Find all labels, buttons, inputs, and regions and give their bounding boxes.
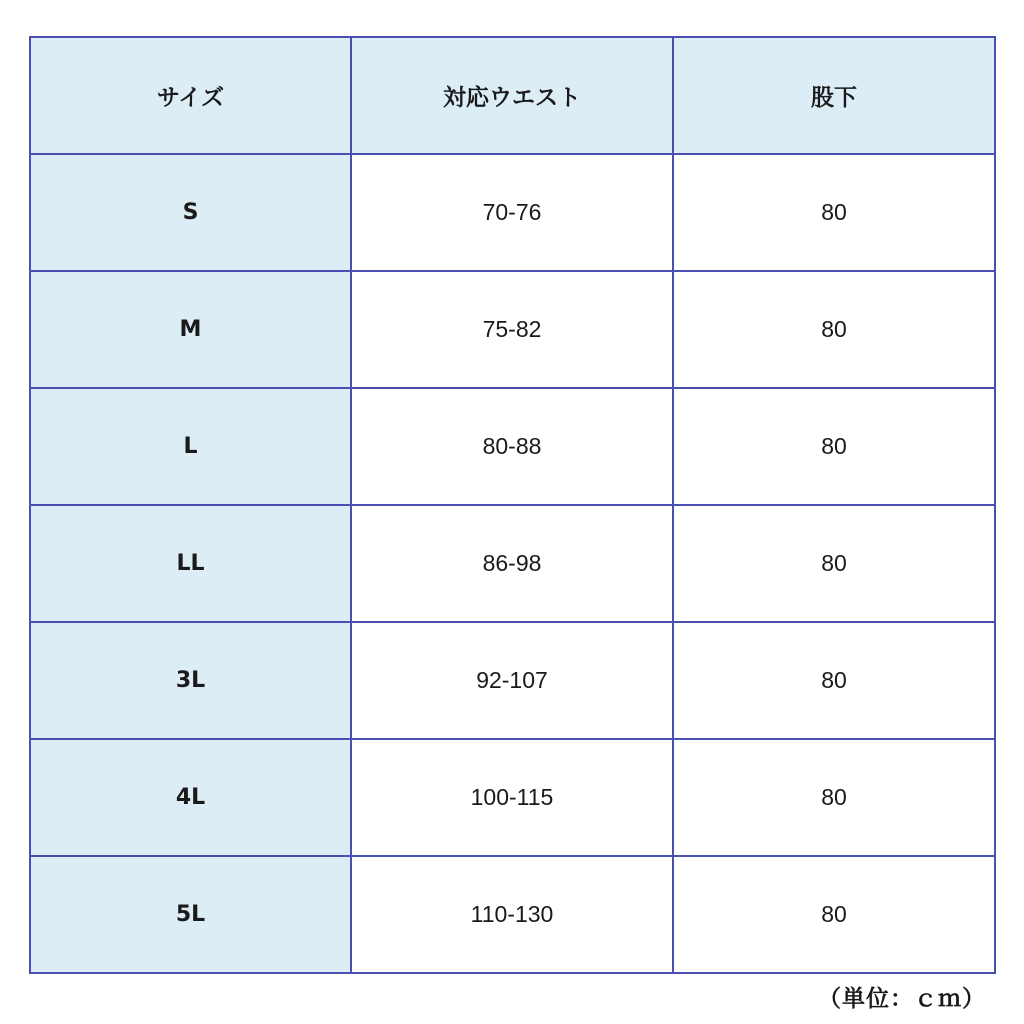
waist-cell: 70-76 (351, 154, 673, 271)
unit-note: （単位：ｃｍ） (818, 986, 986, 1012)
size-cell: 3L (30, 622, 351, 739)
size-cell: S (30, 154, 351, 271)
waist-cell: 80-88 (351, 388, 673, 505)
header-inseam: 股下 (673, 37, 995, 154)
size-table (29, 36, 996, 974)
table-row (30, 505, 995, 622)
inseam-cell: 80 (673, 739, 995, 856)
header-waist: 対応ウエスト (351, 37, 673, 154)
waist-cell: 86-98 (351, 505, 673, 622)
inseam-cell: 80 (673, 154, 995, 271)
header-row (30, 37, 995, 154)
table-row (30, 154, 995, 271)
table-row (30, 622, 995, 739)
inseam-cell: 80 (673, 505, 995, 622)
size-cell: M (30, 271, 351, 388)
table-row (30, 271, 995, 388)
inseam-cell: 80 (673, 271, 995, 388)
table-row (30, 388, 995, 505)
waist-cell: 110-130 (351, 856, 673, 973)
inseam-cell: 80 (673, 388, 995, 505)
waist-cell: 75-82 (351, 271, 673, 388)
waist-cell: 92-107 (351, 622, 673, 739)
inseam-cell: 80 (673, 622, 995, 739)
table-row (30, 856, 995, 973)
inseam-cell: 80 (673, 856, 995, 973)
header-size: サイズ (30, 37, 351, 154)
size-cell: LL (30, 505, 351, 622)
size-cell: L (30, 388, 351, 505)
table-row (30, 739, 995, 856)
waist-cell: 100-115 (351, 739, 673, 856)
size-cell: 4L (30, 739, 351, 856)
size-cell: 5L (30, 856, 351, 973)
